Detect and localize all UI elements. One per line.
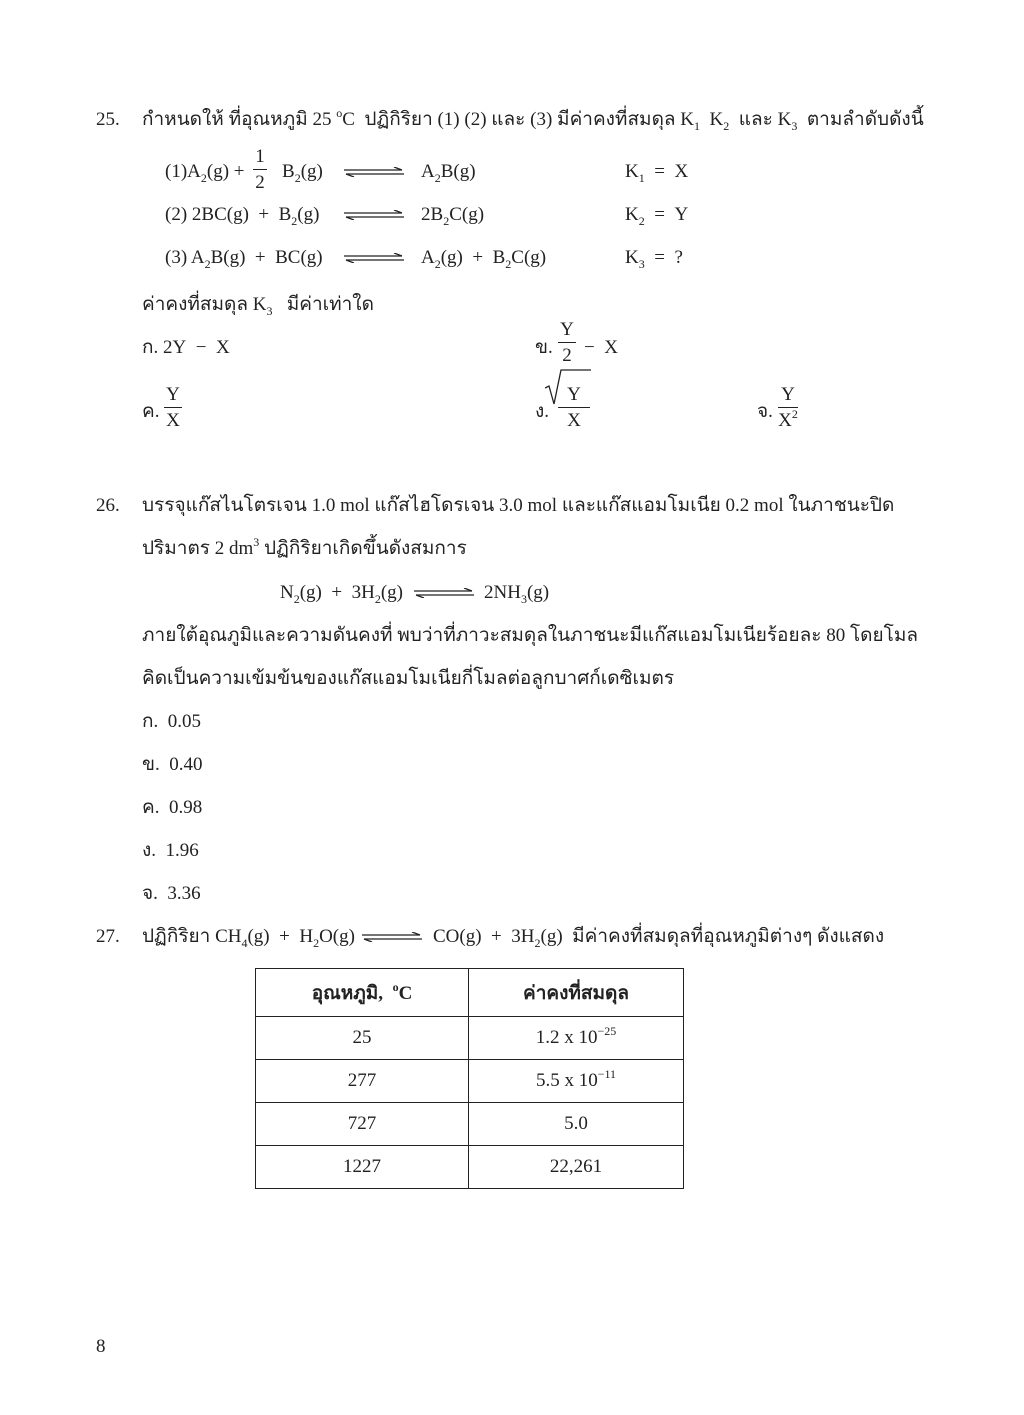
- equilibrium-constant-table: [255, 968, 684, 1189]
- reaction-1-left: $(1)A_2(g)$ +: [165, 161, 245, 185]
- table-header-row: [256, 969, 684, 1017]
- table-row: [256, 1060, 684, 1103]
- question-26-line-1: บรรจุแก๊สไนโตรเจน 1.0 mol แก๊สไฮโดรเจน 3.0 mol และแก๊สแอมโมเนีย 0.2 mol ในภาชนะปิด: [142, 495, 895, 516]
- choice-d[interactable]: ง. 1.96: [142, 840, 199, 861]
- question-26-line-3: ภายใต้อุณภูมิและความดันคงที่ พบว่าที่ภาวะสมดุลในภาชนะมีแก๊สแอมโมเนียร้อยละ 80 โดยโมล: [142, 625, 918, 646]
- choice-d-fraction: Y X: [558, 385, 590, 430]
- question-number: 25.: [96, 109, 120, 130]
- choice-e[interactable]: จ. 3.36: [142, 883, 201, 904]
- table-cell-k: 5.5 x $10^{-11}$: [469, 1060, 684, 1103]
- choice-c[interactable]: ค. 0.98: [142, 797, 203, 818]
- table-cell-temp: 727: [256, 1103, 469, 1146]
- table-row: [256, 1017, 684, 1060]
- reaction-3-right: $A_2(g) + B_2C(g)$: [421, 247, 547, 271]
- question-27-equation-right: $CO(g) + 3H_2(g)$ มีค่าคงที่สมดุลที่อุณหภูมิต่างๆ ดังแสดง: [433, 926, 885, 950]
- table-row: [256, 1103, 684, 1146]
- k2-value: $K_2 = Y$: [625, 204, 689, 228]
- choice-b[interactable]: ข. 0.40: [142, 754, 203, 775]
- question-number: 27.: [96, 926, 120, 947]
- table-cell-temp: 1227: [256, 1146, 469, 1189]
- choice-c[interactable]: ค.: [142, 401, 160, 422]
- table-cell-k: 5.0: [469, 1103, 684, 1146]
- table-cell-k: 1.2 x $10^{-25}$: [469, 1017, 684, 1060]
- choice-e[interactable]: จ.: [757, 401, 773, 422]
- reaction-2-left: (2) $2BC(g) + B_2(g)$: [165, 204, 320, 228]
- choice-e-fraction: Y $X^2$: [778, 384, 798, 431]
- page-number: 8: [96, 1336, 106, 1357]
- table-cell-temp: 25: [256, 1017, 469, 1060]
- equilibrium-arrow-icon: [344, 210, 404, 220]
- table-header-constant: ค่าคงที่สมดุล: [469, 969, 684, 1017]
- table-cell-temp: 277: [256, 1060, 469, 1103]
- fraction-one-half: 1 2: [253, 147, 267, 192]
- question-27-equation-left: ปฏิกิริยา $CH_4(g) + H_2O(g)$: [142, 926, 355, 950]
- question-number: 26.: [96, 495, 120, 516]
- reaction-1-right: $A_2B(g)$: [421, 161, 476, 185]
- choice-b-fraction: Y 2: [558, 320, 576, 365]
- table-row: [256, 1146, 684, 1189]
- reaction-3-left: (3) $A_2B(g) + BC(g)$: [165, 247, 323, 271]
- question-stem: กำหนดให้ ที่อุณหภูมิ 25 $^o$C ปฏิกิริยา (1) (2) และ (3) มีค่าคงที่สมดุล $K_1$ $K_2$ และ $K_3$ ตามลำดับดังนี้: [142, 106, 924, 133]
- choice-c-fraction: Y X: [164, 385, 182, 430]
- table-cell-k: 22,261: [469, 1146, 684, 1189]
- question-26-line-2: ปริมาตร 2 $dm^3$ ปฏิกิริยาเกิดขึ้นดังสมการ: [142, 535, 467, 559]
- equation-right: $2NH_3(g)$: [484, 582, 550, 606]
- equilibrium-arrow-icon: [344, 167, 404, 177]
- question-25-prompt: ค่าคงที่สมดุล $K_3$ มีค่าเท่าใด: [142, 294, 374, 318]
- choice-b-rest: − X: [584, 337, 618, 358]
- reaction-1-b2: $B_2(g)$: [282, 161, 323, 185]
- equation-left: $N_2(g) + 3H_2(g)$: [280, 582, 403, 606]
- equilibrium-arrow-icon: [362, 932, 422, 942]
- table-header-temperature: อุณหภูมิ, $^o$C: [256, 969, 469, 1017]
- choice-b[interactable]: ข.: [535, 337, 553, 358]
- k3-value: $K_3$ = ?: [625, 247, 683, 271]
- choice-d[interactable]: ง.: [535, 401, 550, 422]
- question-26-line-4: คิดเป็นความเข้มข้นของแก๊สแอมโมเนียกี่โมลต่อลูกบาศก์เดซิเมตร: [142, 668, 675, 689]
- equilibrium-arrow-icon: [344, 253, 404, 263]
- reaction-2-right: $2B_2C(g)$: [421, 204, 485, 228]
- equilibrium-arrow-icon: [414, 588, 474, 598]
- k1-value: $K_1 = X$: [625, 161, 689, 185]
- choice-a[interactable]: ก. 0.05: [142, 711, 202, 732]
- choice-a[interactable]: ก. 2Y − X: [142, 337, 230, 358]
